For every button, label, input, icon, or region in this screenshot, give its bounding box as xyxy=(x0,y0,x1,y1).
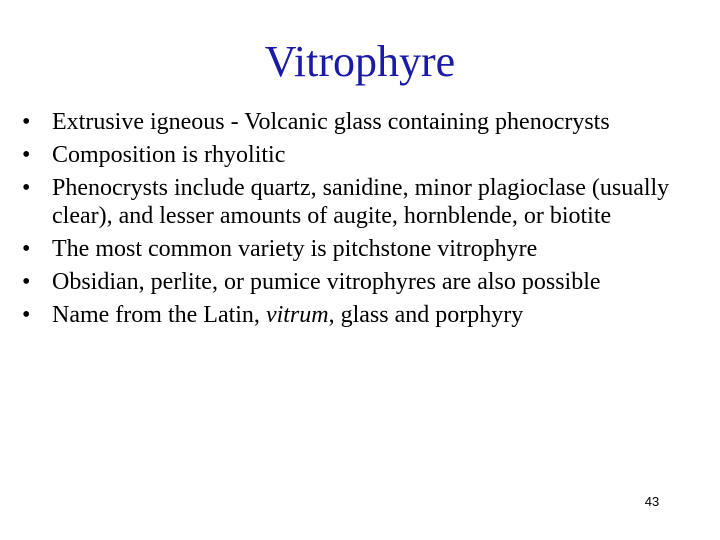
bullet-marker: • xyxy=(22,302,31,328)
bullet-item-phenocrysts xyxy=(22,174,692,230)
bullet-text: Composition is rhyolitic xyxy=(52,142,286,168)
bullet-marker: • xyxy=(22,269,31,295)
bullet-item-extrusive xyxy=(22,108,692,136)
latin-word: vitrum xyxy=(265,302,329,328)
bullet-text xyxy=(52,302,523,328)
bullet-list xyxy=(22,108,692,334)
bullet-item-etymology xyxy=(22,301,692,329)
bullet-text: Extrusive igneous - Volcanic glass containing phenocrysts xyxy=(52,109,610,135)
bullet-text-after: , glass and porphyry xyxy=(328,302,524,328)
bullet-marker: • xyxy=(22,175,31,201)
bullet-text: Phenocrysts include quartz, sanidine, minor plagioclase (usually clear), and lesser amounts of augite, hornblende, or biotite xyxy=(52,175,670,229)
bullet-item-obsidian xyxy=(22,268,692,296)
bullet-marker: • xyxy=(22,236,31,262)
bullet-marker: • xyxy=(22,142,31,168)
slide-title: Vitrophyre xyxy=(264,37,456,86)
page-number: 43 xyxy=(644,494,660,509)
bullet-marker: • xyxy=(22,109,31,135)
bullet-item-composition xyxy=(22,141,692,169)
bullet-text: Obsidian, perlite, or pumice vitrophyres are also possible xyxy=(52,269,601,295)
bullet-text: The most common variety is pitchstone vitrophyre xyxy=(52,236,538,262)
bullet-text-before: Name from the Latin, xyxy=(52,302,266,328)
bullet-item-variety xyxy=(22,235,692,263)
